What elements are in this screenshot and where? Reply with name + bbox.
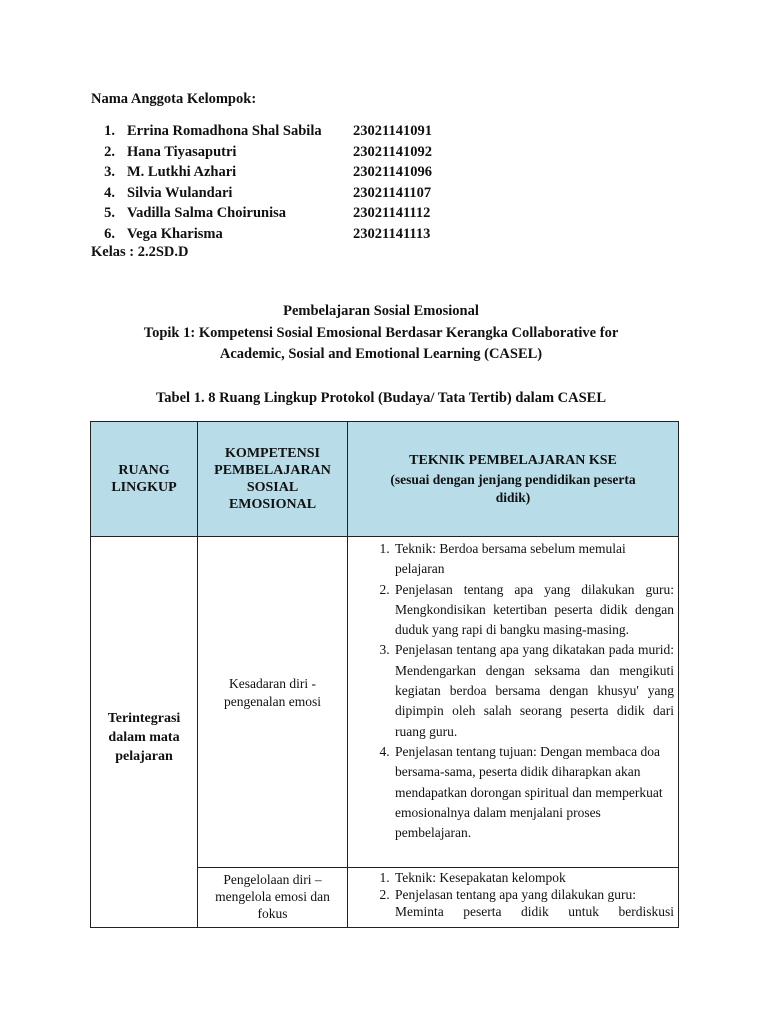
topic-title-line-1: Topik 1: Kompetensi Sosial Emosional Berdasar Kerangka Collaborative for	[143, 324, 619, 341]
technique-list	[348, 868, 678, 920]
technique-cell	[348, 537, 679, 868]
member-name: M. Lutkhi Azhari	[127, 164, 237, 180]
header-teknik	[348, 422, 679, 537]
technique-item: 2. Penjelasan tentang apa yang dilakukan guru: Meminta peserta didik untuk berdiskusi	[393, 886, 674, 920]
member-nim: 23021141113	[353, 225, 431, 242]
header-teknik-subtitle: (sesuai dengan jenjang pendidikan peserta didik)	[390, 471, 636, 505]
technique-item: 1. Teknik: Kesepakatan kelompok	[393, 869, 674, 886]
member-nim: 23021141107	[353, 184, 432, 201]
table-caption: Tabel 1. 8 Ruang Lingkup Protokol (Budaya/ Tata Tertib) dalam CASEL	[155, 390, 607, 406]
header-kompetensi: KOMPETENSI PEMBELAJARAN SOSIAL EMOSIONAL	[198, 422, 348, 537]
member-name: Vega Kharisma	[127, 225, 223, 242]
class-line: Kelas : 2.2SD.D	[91, 244, 189, 260]
scope-cell: Terintegrasi dalam mata pelajaran	[91, 537, 198, 928]
technique-item: 2. Penjelasan tentang apa yang dilakukan guru: Mengkondisikan ketertiban peserta didik dengan duduk yang rapi di bangku masing-masing.	[393, 580, 674, 641]
member-name: Vadilla Salma Choirunisa	[127, 205, 287, 221]
member-item: 5. Vadilla Salma Choirunisa 23021141112	[91, 203, 473, 224]
member-item: 2. Hana Tiyasaputri 23021141092	[91, 142, 473, 163]
member-list	[91, 121, 473, 244]
technique-continuation: Meminta peserta didik untuk berdiskusi	[395, 904, 674, 919]
document-title: Pembelajaran Sosial Emosional	[283, 303, 479, 319]
document-titles	[100, 301, 662, 366]
member-item: 6. Vega Kharisma 23021141113	[91, 224, 473, 245]
header-ruang-lingkup: RUANG LINGKUP	[91, 422, 198, 537]
technique-item: 3. Penjelasan tentang apa yang dikatakan pada murid: Mendengarkan dengan seksama dan mengikuti kegiatan berdoa bersama dengan khusyu' yang dipimpin oleh salah seorang peserta didik dari ruang guru.	[393, 640, 674, 741]
member-name: Silvia Wulandari	[127, 184, 233, 201]
technique-item: 4. Penjelasan tentang tujuan: Dengan membaca doa bersama-sama, peserta didik diharapkan akan mendapatkan dorongan spiritual dan memperkuat emosionalnya dalam menjalani proses pembelajaran.	[393, 742, 674, 843]
header-teknik-title: TEKNIK PEMBELAJARAN KSE	[409, 452, 617, 468]
table-row	[91, 537, 679, 868]
member-item: 3. M. Lutkhi Azhari 23021141096	[91, 162, 473, 183]
table-header-row	[91, 422, 679, 537]
technique-item: 1. Teknik: Berdoa bersama sebelum memulai pelajaran	[393, 539, 674, 580]
member-nim: 23021141096	[353, 164, 432, 180]
technique-list	[348, 537, 678, 843]
group-members-heading: Nama Anggota Kelompok:	[91, 91, 257, 107]
member-item: 4. Silvia Wulandari 23021141107	[91, 183, 473, 204]
competency-cell: Pengelolaan diri – mengelola emosi dan fokus	[198, 868, 348, 928]
casel-protocol-table	[90, 421, 679, 928]
member-name: Hana Tiyasaputri	[127, 143, 237, 160]
member-name: Errina Romadhona Shal Sabila	[127, 123, 322, 139]
member-item: 1. Errina Romadhona Shal Sabila 23021141091	[91, 121, 473, 142]
member-nim: 23021141112	[353, 205, 431, 221]
member-nim: 23021141092	[353, 143, 432, 160]
technique-cell	[348, 868, 679, 928]
competency-cell: Kesadaran diri - pengenalan emosi	[198, 537, 348, 868]
member-nim: 23021141091	[353, 123, 432, 139]
topic-title-line-2: Academic, Sosial and Emotional Learning (CASEL)	[219, 346, 543, 362]
